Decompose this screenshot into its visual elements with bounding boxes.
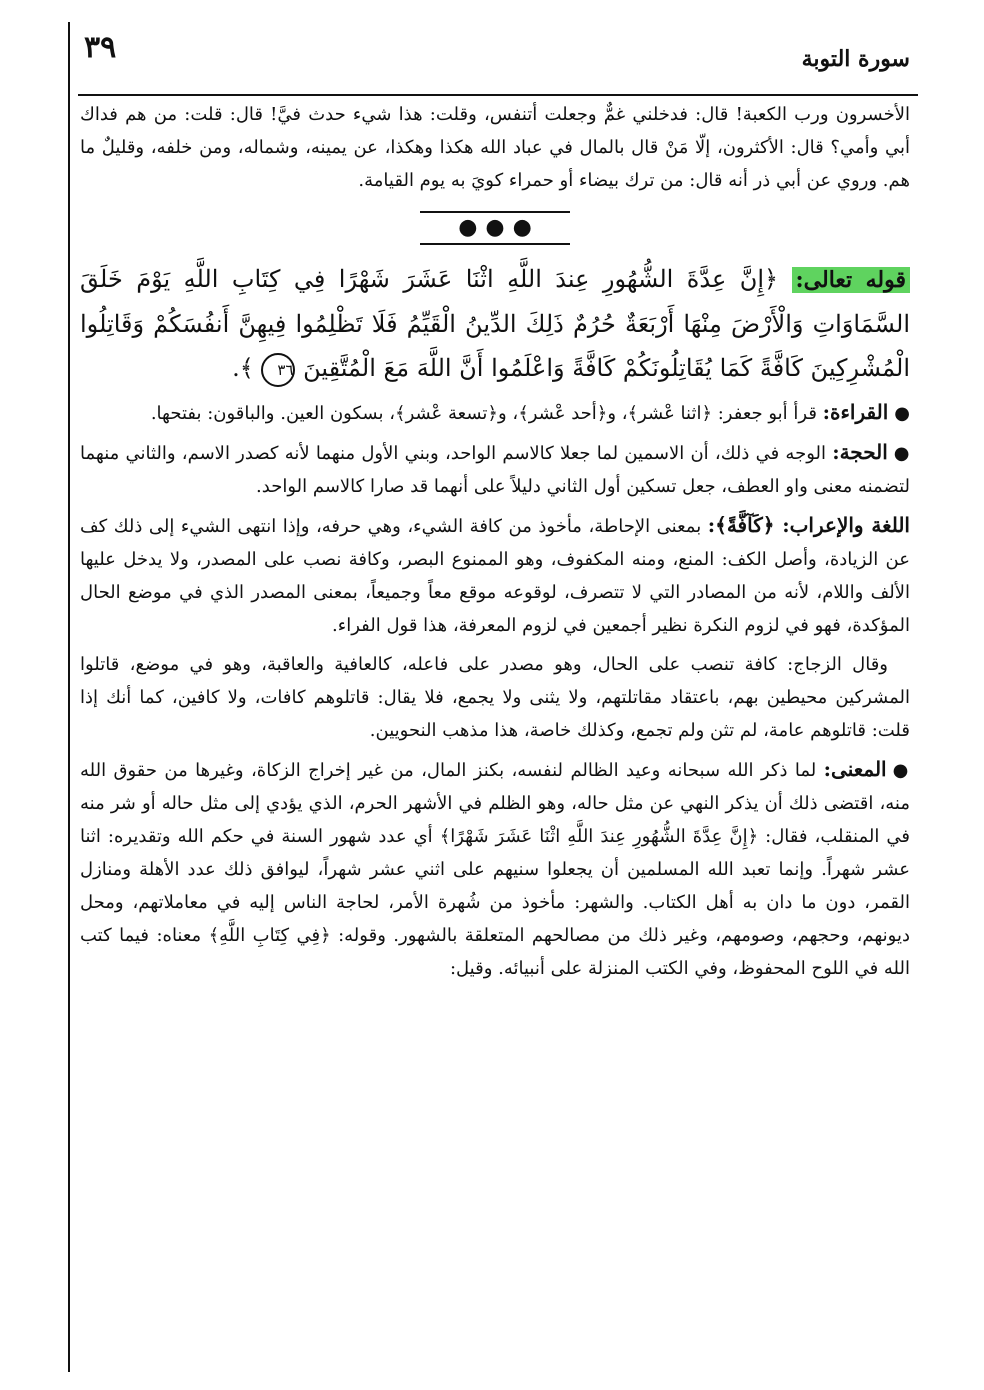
bullet-icon: ● [893,443,910,464]
quran-verse [80,257,910,390]
section-text: بمعنى الإحاطة، مأخوذ من كافة الشيء، وهي حرفه، وإذا انتهى الشيء إلى ذلك كف عن الزيادة، وأصل الكف: المنع، ومنه المكفوف، وهو الممنوع البصر، وكافة نصب على المصدر، ولا يدخل عليها الألف واللام، لأنه من المصادر التي لا تتصرف، لوقوعه موقع معاً وجميعاً، بمعنى المصدر الذي في موضع الحال المؤكدة، فهو في لزوم النكرة نظير أجمعين في لزوم المعرفة، هذا قول الفراء. [80,516,910,636]
section-zajjaj [80,648,910,747]
bullet-icon: ● [892,760,910,781]
section-hujjah [80,436,910,503]
verse-text: ﴿إِنَّ عِدَّةَ الشُّهُورِ عِندَ اللَّهِ اثْنَا عَشَرَ شَهْرًا فِي كِتَابِ اللَّهِ يَوْمَ خَلَقَ السَّمَاوَاتِ وَالْأَرْضَ مِنْهَا أَرْبَعَةٌ حُرُمٌ ذَلِكَ الدِّينُ الْقَيِّمُ فَلَا تَظْلِمُوا فِيهِنَّ أَنفُسَكُمْ وَقَاتِلُوا الْمُشْرِكِينَ كَافَّةً كَمَا يُقَاتِلُونَكُمْ كَافَّةً وَاعْلَمُوا أَنَّ اللَّهَ مَعَ الْمُتَّقِينَ [80,265,910,382]
surah-title: سورة التوبة [801,46,910,72]
section-separator [420,211,570,245]
intro-paragraph: الأخسرون ورب الكعبة! قال: فدخلني غمٌّ وجعلت أتنفس، وقلت: هذا شيء حدث فيَّ! قال: قلت: من هم فداك أبي وأمي؟ قال: الأكثرون، إلّا مَنْ قال بالمال في عباد الله هكذا وهكذا، عن يمينه، وشماله، ومن خلفه، وقليلٌ ما هم. وروي عن أبي ذر أنه قال: من ترك بيضاء أو حمراء كويَ به يوم القيامة. [80,104,910,191]
section-lugha [80,509,910,642]
section-text: قرأ أبو جعفر: ﴿اثنا عْشر﴾، و﴿أحد عْشر﴾، و﴿تسعة عْشر﴾، بسكون العين. والباقون: بفتحها. [150,403,823,424]
page-number: ٣٩ [84,30,117,65]
verse-closing: ﴾. [232,354,254,382]
separator-line-bottom [420,243,570,245]
section-maana [80,753,910,985]
section-label: اللغة والإعراب: ﴿كَآفَّةً﴾: [707,513,910,537]
section-label: القراءة: [822,400,889,424]
section-label: المعنى: [823,757,887,781]
bullet-icon: ● [894,403,910,424]
section-text: لما ذكر الله سبحانه وعيد الظالم لنفسه، بكنز المال، من غير إخراج الزكاة، وغيرها من حقوق الله منه، اقتضى ذلك أن يذكر النهي عن مثل حاله، وهو الظلم في الأشهر الحرم، الذي يؤدي إلى مثل حاله أو شر منه في المنقلب، فقال: ﴿إِنَّ عِدَّةَ الشُّهُورِ عِندَ اللَّهِ اثْنَا عَشَرَ شَهْرًا﴾ أي عدد شهور السنة في حكم الله وتقديره: اثنا عشر شهراً. وإنما تعبد الله المسلمين أن يجعلوا سنيهم على اثني عشر شهراً، ليوافق ذلك عدد الأهلة ومنازل القمر، دون ما دان به أهل الكتاب. والشهر: مأخوذ من شُهرة الأمر، لحاجة الناس إليه في معاملاتهم، ومحل ديونهم، وحجهم، وصومهم، وغير ذلك من مصالحهم المتعلقة بالشهور. وقوله: ﴿فِي كِتَابِ اللَّهِ﴾ معناه: فيما كتب الله في اللوح المحفوظ، وفي الكتب المنزلة على أنبيائه. وقيل: [80,760,910,979]
section-qiraah [80,396,910,430]
document-page [68,22,918,1372]
verse-intro-label: قوله تعالى: [792,267,910,293]
section-text: وقال الزجاج: كافة تنصب على الحال، وهو مصدر على فاعله، كالعافية والعاقبة، وهو في موضع، قاتلوا المشركين محيطين بهم، باعتقاد مقاتلتهم، ولا يثنى ولا يجمع، فلا يقال: قاتلوهم كافات، ولا كافين، كما أنك إذا قلت: قاتلوهم عامة، لم تثن ولم تجمع، وكذلك خاصة، هذا مذهب النحويين. [80,654,910,741]
ayah-number-marker: ٣٦ [261,353,295,387]
section-text: الوجه في ذلك، أن الاسمين لما جعلا كالاسم الواحد، وبني الأول منهما لأنه كصدر الاسم، والثاني منهما لتضمنه معنى واو العطف، جعل تسكين أول الثاني دليلاً على أنهما قد صارا كالاسم الواحد. [80,443,910,497]
section-label: الحجة: [832,440,888,464]
page-body [80,96,910,985]
separator-dots: ●●● [458,215,540,240]
page-margin-rule [68,22,70,1372]
page-header [78,28,918,92]
